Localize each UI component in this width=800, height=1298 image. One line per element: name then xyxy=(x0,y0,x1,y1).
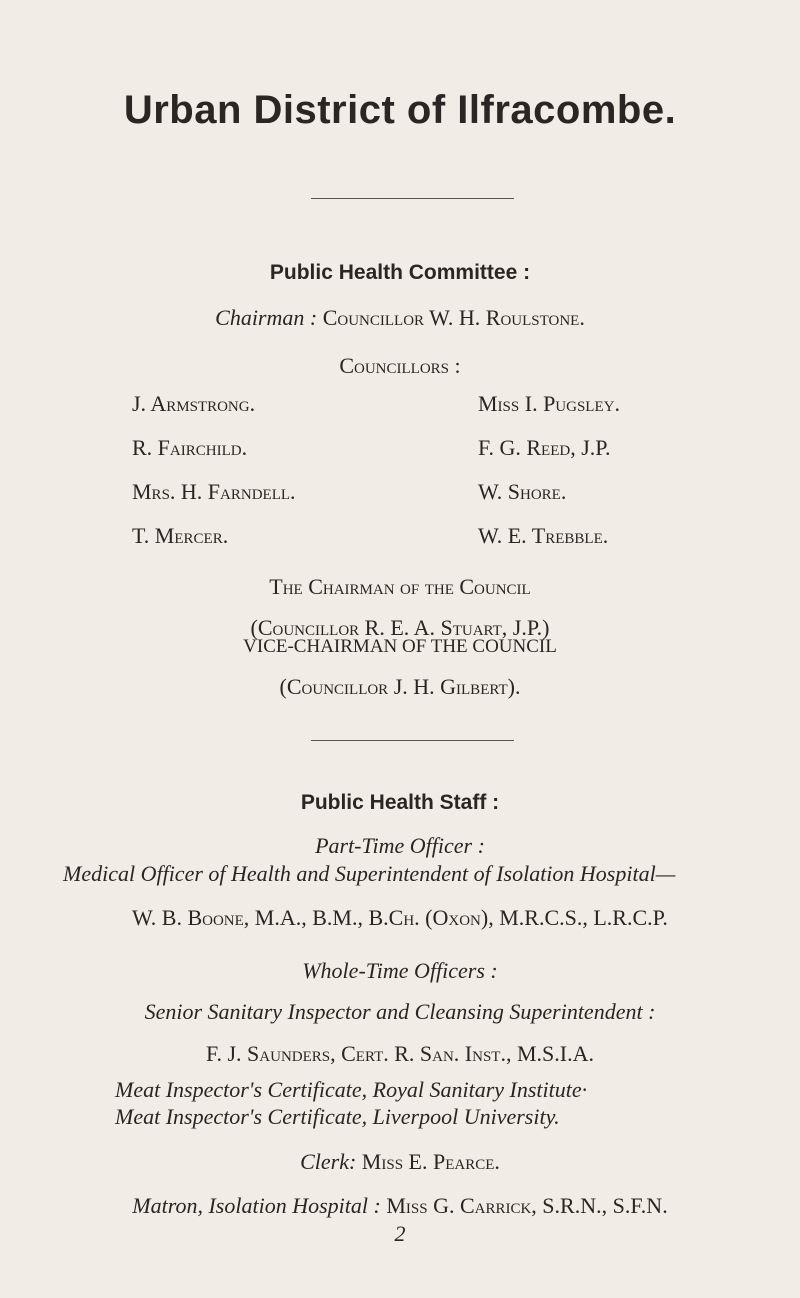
councillor-right-3: W. Shore. xyxy=(478,479,567,504)
senior-name: F. J. Saunders, Cert. R. San. Inst., M.S.I.A. xyxy=(206,1041,594,1066)
councillor-left-3: Mrs. H. Farndell. xyxy=(132,479,296,504)
whole-time-heading: Whole-Time Officers : xyxy=(302,958,498,983)
clerk-name: Miss E. Pearce. xyxy=(361,1149,500,1174)
divider-middle xyxy=(311,740,514,741)
vice-chairman-title: VICE-CHAIRMAN OF THE COUNCIL xyxy=(243,636,557,657)
certificate-line-1: Meat Inspector's Certificate, Royal Sanitary Institute· xyxy=(115,1077,588,1102)
chairman-line xyxy=(0,305,800,331)
councillor-left-2: R. Fairchild. xyxy=(132,435,248,460)
councillor-right-4: W. E. Trebble. xyxy=(478,523,609,548)
senior-role: Senior Sanitary Inspector and Cleansing Superintendent : xyxy=(144,999,656,1024)
committee-heading: Public Health Committee : xyxy=(269,261,531,284)
clerk-line xyxy=(0,1149,800,1175)
council-chairman-title: The Chairman of the Council xyxy=(269,574,531,599)
council-chairman-name: (Councillor R. E. A. Stuart, J.P.) xyxy=(250,615,550,640)
councillor-right-2: F. G. Reed, J.P. xyxy=(478,435,611,460)
chairman-label: Chairman : xyxy=(215,305,318,330)
certificate-line-2: Meat Inspector's Certificate, Liverpool University. xyxy=(115,1104,560,1129)
councillor-left-1: J. Armstrong. xyxy=(132,391,256,416)
page-title: Urban District of Ilfracombe. xyxy=(123,88,677,132)
divider-top xyxy=(311,198,514,199)
part-time-heading: Part-Time Officer : xyxy=(315,833,485,858)
page-number: 2 xyxy=(394,1221,406,1246)
part-time-role: Medical Officer of Health and Superintendent of Isolation Hospital— xyxy=(63,861,676,886)
staff-heading: Public Health Staff : xyxy=(300,791,500,814)
councillor-left-4: T. Mercer. xyxy=(132,523,229,548)
matron-line xyxy=(0,1193,800,1219)
chairman-name: Councillor W. H. Roulstone. xyxy=(322,305,585,330)
matron-name: Miss G. Carrick, S.R.N., S.F.N. xyxy=(386,1193,668,1218)
clerk-label: Clerk: xyxy=(300,1149,357,1174)
part-time-name: W. B. Boone, M.A., B.M., B.Ch. (Oxon), M.R.C.S., L.R.C.P. xyxy=(132,905,668,930)
vice-chairman-name: (Councillor J. H. Gilbert). xyxy=(279,674,521,699)
councillor-right-1: Miss I. Pugsley. xyxy=(478,391,620,416)
councillors-heading: Councillors : xyxy=(339,353,461,378)
matron-label: Matron, Isolation Hospital : xyxy=(132,1193,381,1218)
